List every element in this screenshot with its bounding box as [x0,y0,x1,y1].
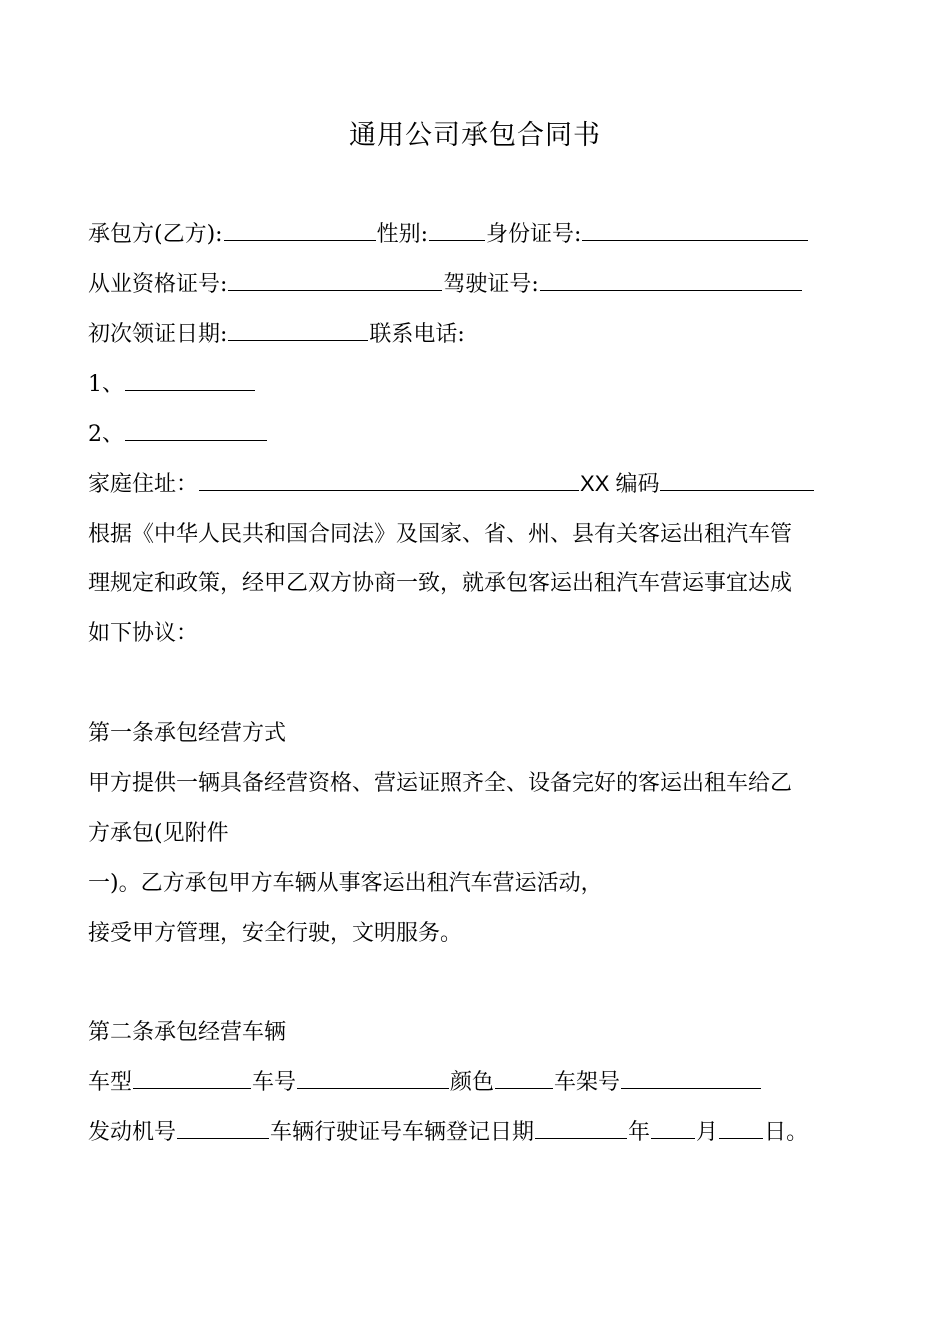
qualification-blank[interactable] [228,268,442,291]
engine-line [88,1116,868,1150]
preamble-line-3: 如下协议： [88,621,199,646]
postcode-blank[interactable] [660,468,814,491]
postcode-label: XX 编码 [580,471,660,496]
article1-line-3: 一)。乙方承包甲方车辆从事客运出租汽车营运活动， [88,871,603,896]
day-blank[interactable] [719,1116,763,1139]
preamble-line-2: 理规定和政策，经甲乙双方协商一致，就承包客运出租汽车营运事宜达成 [88,571,793,596]
license-label: 驾驶证号: [443,272,539,297]
plate-blank[interactable] [297,1066,449,1089]
gender-blank[interactable] [429,218,485,241]
qualification-line [88,268,868,302]
article1-line-2: 方承包(见附件 [88,821,229,846]
license-blank[interactable] [540,268,802,291]
year-label: 年 [628,1120,651,1145]
first-issue-blank[interactable] [228,318,368,341]
frame-label: 车架号 [554,1070,621,1095]
vehicle-line [88,1066,868,1100]
address-line [88,467,868,501]
contractor-name-blank[interactable] [224,218,376,241]
id-number-blank[interactable] [582,218,808,241]
phone-item-2-line [88,418,868,452]
first-issue-line [88,318,868,352]
color-blank[interactable] [495,1066,553,1089]
registration-label: 车辆行驶证号车辆登记日期 [270,1120,535,1145]
article1-line-4: 接受甲方管理，安全行驶，文明服务。 [88,921,463,946]
preamble-line-1: 根据《中华人民共和国合同法》及国家、省、州、县有关客运出租汽车管 [88,522,793,547]
first-issue-label: 初次领证日期: [88,322,228,347]
model-label: 车型 [88,1070,133,1095]
id-label: 身份证号: [486,222,582,247]
phone-item-1-line [88,368,868,402]
registration-year-blank[interactable] [535,1116,627,1139]
article2-heading: 第二条承包经营车辆 [88,1020,287,1045]
engine-label: 发动机号 [88,1120,177,1145]
document-title: 通用公司承包合同书 [349,120,601,151]
phone-item-1-label: 1、 [88,372,124,397]
phone-item-2-label: 2、 [88,422,124,447]
address-label: 家庭住址： [88,472,199,497]
phone-1-blank[interactable] [125,368,255,391]
day-label: 日。 [764,1120,809,1145]
address-blank[interactable] [199,468,579,491]
qualification-label: 从业资格证号: [88,272,228,297]
phone-2-blank[interactable] [125,418,267,441]
engine-blank[interactable] [177,1116,269,1139]
model-blank[interactable] [133,1066,251,1089]
color-label: 颜色 [450,1070,495,1095]
contractor-label: 承包方(乙方): [88,222,223,247]
gender-label: 性别: [376,222,429,247]
plate-label: 车号 [252,1070,297,1095]
frame-blank[interactable] [621,1066,761,1089]
phone-label: 联系电话: [369,322,465,347]
month-blank[interactable] [651,1116,695,1139]
contractor-line [88,218,868,252]
month-label: 月 [696,1120,719,1145]
article1-line-1: 甲方提供一辆具备经营资格、营运证照齐全、设备完好的客运出租车给乙 [88,771,793,796]
article1-heading: 第一条承包经营方式 [88,721,287,746]
